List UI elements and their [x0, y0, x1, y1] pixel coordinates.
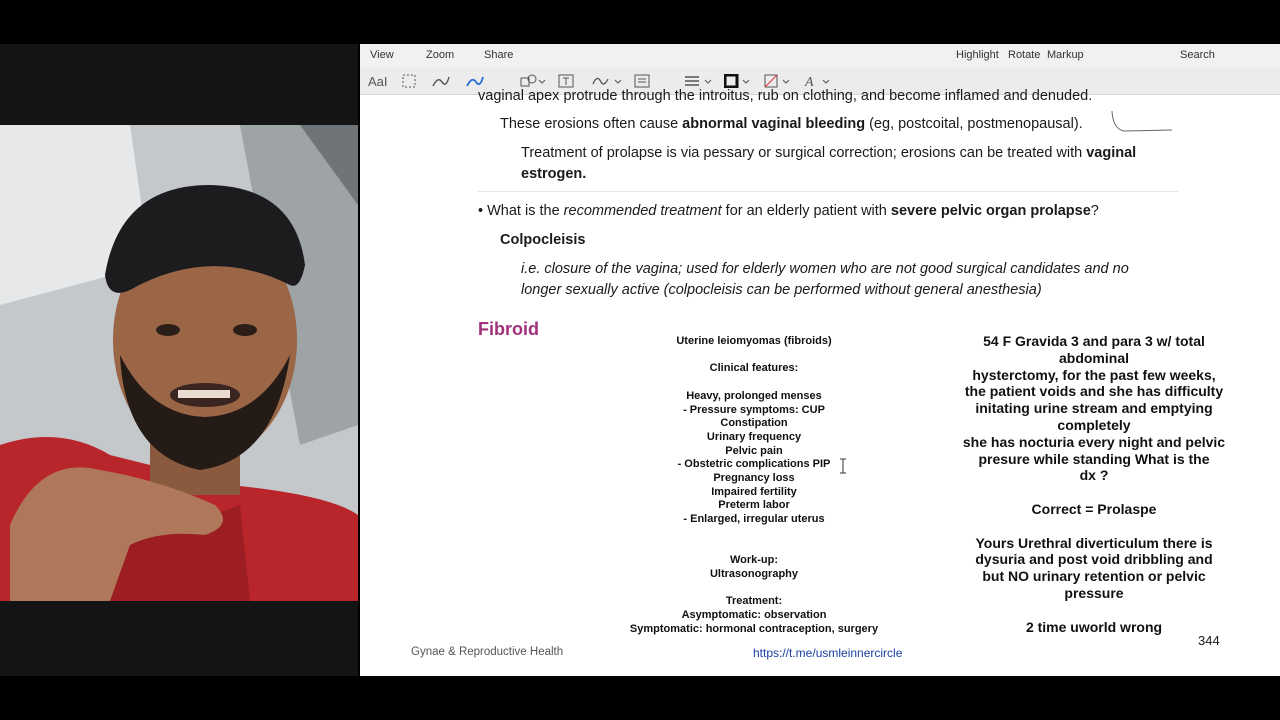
explanation-line-2: longer sexually active (colpocleisis can be performed without general anesthesia)	[521, 282, 1042, 298]
fibroid-line: Symptomatic: hormonal contraception, surgery	[629, 622, 879, 635]
section-title-fibroid: Fibroid	[478, 319, 539, 339]
case-line: initating urine stream and emptying	[975, 400, 1213, 417]
sketch-button[interactable]	[432, 72, 450, 90]
erosions-bold: abnormal vaginal bleeding	[682, 116, 866, 132]
menu-zoom[interactable]: Zoom	[426, 49, 455, 61]
fibroid-line: - Pressure symptoms: CUP	[683, 403, 825, 416]
note-icon	[634, 74, 650, 88]
top-black-bar	[0, 0, 1280, 44]
case-line: she has nocturia every night and pelvic	[962, 433, 1226, 450]
menu-markup[interactable]: Markup	[1047, 49, 1084, 61]
answer-text: Colpocleisis	[500, 232, 586, 248]
fibroid-line: - Enlarged, irregular uterus	[683, 513, 825, 526]
fibroid-line: Treatment:	[725, 595, 783, 608]
case-line: but NO urinary retention or pelvic	[982, 568, 1206, 585]
rect-select-icon	[402, 74, 416, 88]
sketch-icon	[432, 74, 450, 88]
document-viewer	[360, 44, 1280, 676]
menu-view[interactable]: View	[370, 49, 394, 61]
question-end: ?	[1090, 203, 1099, 219]
case-line: the patient voids and she has difficulty	[964, 383, 1224, 400]
fibroid-line: Constipation	[720, 417, 788, 430]
question-line	[478, 203, 1099, 219]
erosions-post: (eg, postcoital, postmenopausal).	[865, 116, 1083, 132]
text-box-icon	[558, 74, 574, 88]
case-line: pressure	[1064, 585, 1124, 601]
svg-text:A: A	[805, 75, 814, 88]
pen-mark-annotation	[1110, 109, 1174, 135]
question-text: What is the	[487, 203, 564, 219]
case-line: abdominal	[1058, 349, 1130, 366]
treatment-bold-vaginal: vaginal	[1086, 145, 1137, 161]
page-number: 344	[1198, 633, 1220, 648]
bullet-mark: •	[478, 203, 484, 219]
text-cursor-icon	[838, 458, 848, 474]
text-size-button[interactable]	[368, 72, 388, 90]
case-line: hysterctomy, for the past few weeks,	[972, 366, 1216, 383]
border-color-icon	[724, 74, 752, 88]
text-line-erosions	[500, 116, 1083, 132]
case-line: Yours Urethral diverticulum there is	[975, 534, 1213, 551]
text-size-icon: AaI	[368, 73, 388, 89]
divider	[478, 191, 1178, 192]
case-line: presure while standing What is the	[978, 450, 1210, 467]
webcam-person-image	[0, 125, 358, 601]
draw-icon	[466, 74, 484, 88]
fibroid-line: - Obstetric complications PIP	[677, 458, 831, 471]
fibroid-line: Uterine leiomyomas (fibroids)	[676, 335, 832, 347]
question-italic: recommended treatment	[563, 203, 722, 219]
signature-icon	[592, 74, 622, 88]
shapes-icon	[520, 74, 546, 88]
fill-color-icon	[764, 74, 792, 88]
fibroid-line: Ultrasonography	[709, 567, 799, 580]
menu-share[interactable]: Share	[484, 49, 514, 61]
fibroid-line: Pelvic pain	[725, 444, 783, 457]
text-line-apex: vaginal apex protrude through the introitus, rub on clothing, and become inflamed and denuded.	[478, 88, 1093, 104]
fibroid-line: Urinary frequency	[706, 430, 802, 443]
line-style-icon	[684, 74, 714, 88]
fibroid-line: Preterm labor	[718, 499, 790, 512]
footer-section-label: Gynae & Reproductive Health	[411, 646, 564, 658]
pdf-page	[372, 88, 1280, 676]
case-line: dx ?	[1079, 467, 1109, 484]
rect-select-button[interactable]	[402, 72, 416, 90]
case-line: Correct = Prolaspe	[1031, 501, 1157, 517]
fibroid-line: Asymptomatic: observation	[681, 609, 827, 621]
fibroid-line: Impaired fertility	[711, 485, 797, 498]
question-bold: severe pelvic organ prolapse	[890, 203, 1091, 219]
menu-search[interactable]: Search	[1180, 49, 1215, 61]
fibroid-line: Heavy, prolonged menses	[686, 389, 822, 402]
text-line-estrogen: estrogen.	[521, 166, 587, 182]
webcam-video	[0, 125, 358, 601]
footer-link[interactable]: https://t.me/usmleinnercircle	[753, 646, 903, 660]
erosions-text: These erosions often cause	[500, 116, 683, 132]
case-line: dysuria and post void dribbling and	[975, 551, 1213, 568]
menu-rotate[interactable]: Rotate	[1008, 49, 1041, 61]
explanation-line-1: i.e. closure of the vagina; used for elderly women who are not good surgical candidates and no	[521, 261, 1129, 277]
fibroid-line: Work-up:	[729, 554, 779, 567]
fibroid-line: Clinical features:	[709, 362, 799, 375]
text-line-treatment	[521, 145, 1136, 161]
menu-bar	[360, 44, 1280, 68]
text-style-icon	[804, 74, 832, 88]
case-line: completely	[1057, 417, 1131, 433]
case-line: 54 F Gravida 3 and para 3 w/ total	[983, 333, 1205, 349]
bottom-black-bar	[0, 676, 1280, 720]
treatment-text: Treatment of prolapse is via pessary or surgical correction; erosions can be treated with	[521, 145, 1087, 161]
case-line: 2 time uworld wrong	[1025, 618, 1163, 635]
question-mid: for an elderly patient with	[721, 203, 891, 219]
menu-highlight[interactable]: Highlight	[956, 49, 999, 61]
fibroid-line: Pregnancy loss	[713, 472, 795, 484]
